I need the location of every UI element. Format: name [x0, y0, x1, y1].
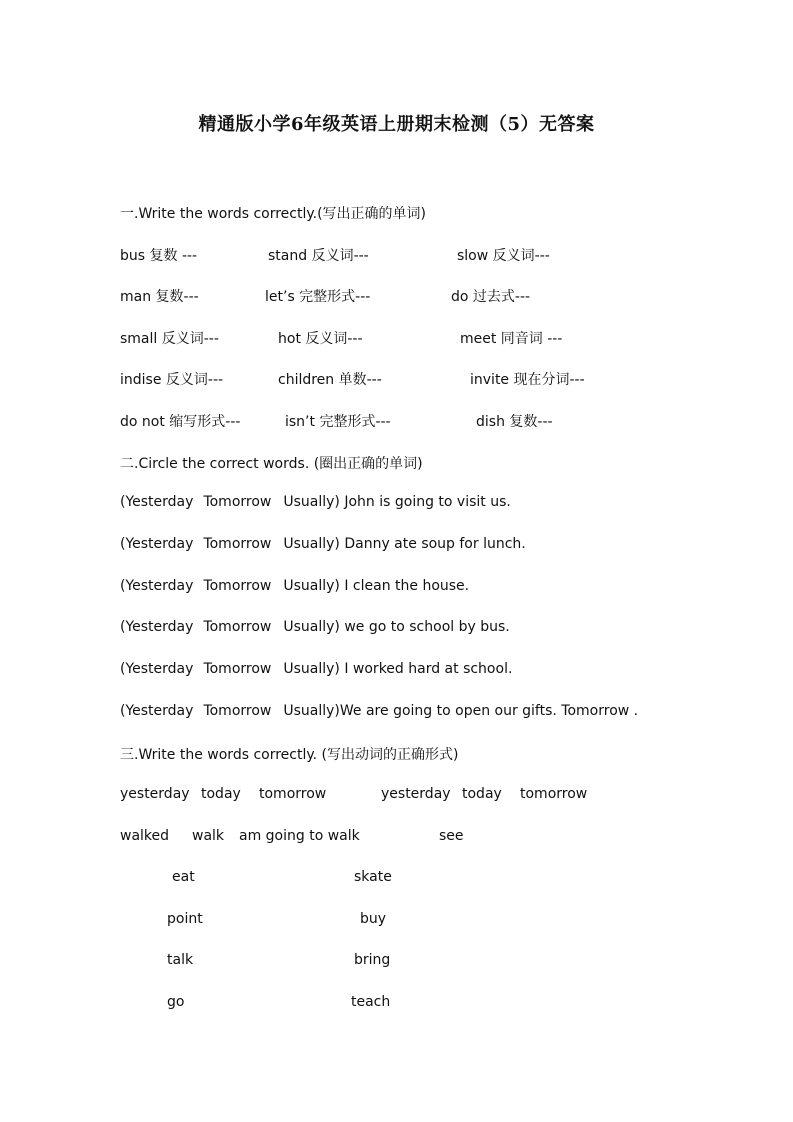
s1-r4-c2: dish 复数--- [476, 414, 553, 430]
s2-sentence [120, 661, 512, 677]
s2-sentence [120, 536, 526, 552]
option-tomorrow[interactable]: Tomorrow [203, 619, 272, 635]
s2-sentence [120, 578, 469, 594]
s1-r1-c1: let’s 完整形式--- [265, 289, 371, 305]
section2-heading: 二.Circle the correct words. (圈出正确的单词) [120, 456, 423, 472]
option-tomorrow[interactable]: Tomorrow [203, 494, 272, 510]
s2-sentence [120, 494, 511, 510]
verb-word: bring [354, 952, 391, 968]
example-present: walk [192, 828, 225, 844]
s2-sentence [120, 703, 638, 719]
s1-r3-c0: indise 反义词--- [120, 372, 224, 388]
option-tomorrow[interactable]: Tomorrow [203, 703, 272, 719]
option-tomorrow[interactable]: Tomorrow [203, 578, 272, 594]
option-yesterday[interactable]: (Yesterday [120, 619, 194, 635]
option-usually[interactable]: Usually) [283, 703, 340, 719]
verb-word: eat [172, 869, 195, 885]
verb-word: teach [351, 994, 391, 1010]
option-usually[interactable]: Usually) [283, 619, 340, 635]
s1-r2-c0: small 反义词--- [120, 331, 219, 347]
option-tomorrow[interactable]: Tomorrow [203, 661, 272, 677]
s1-r2-c2: meet 同音词 --- [460, 331, 563, 347]
col-header-tomorrow: tomorrow [520, 786, 588, 802]
option-usually[interactable]: Usually) [283, 578, 340, 594]
s1-r4-c1: isn’t 完整形式--- [285, 414, 391, 430]
col-header-today: today [462, 786, 502, 802]
col-header-tomorrow: tomorrow [259, 786, 327, 802]
option-yesterday[interactable]: (Yesterday [120, 661, 194, 677]
option-tomorrow[interactable]: Tomorrow [203, 536, 272, 552]
verb-word: talk [167, 952, 194, 968]
verb-word: skate [354, 869, 392, 885]
s1-r1-c2: do 过去式--- [451, 289, 531, 305]
s1-r2-c1: hot 反义词--- [278, 331, 363, 347]
s1-r0-c0: bus 复数 --- [120, 248, 198, 264]
option-usually[interactable]: Usually) [283, 536, 340, 552]
s2-sentence [120, 619, 510, 635]
section3-heading: 三.Write the words correctly. (写出动词的正确形式) [120, 747, 459, 763]
option-yesterday[interactable]: (Yesterday [120, 536, 194, 552]
col-header-yesterday: yesterday [120, 786, 190, 802]
option-usually[interactable]: Usually) [283, 661, 340, 677]
option-yesterday[interactable]: (Yesterday [120, 703, 194, 719]
s1-r4-c0: do not 缩写形式--- [120, 414, 241, 430]
verb-word: see [439, 828, 464, 844]
verb-word: buy [360, 911, 387, 927]
sentence-text: I worked hard at school. [339, 661, 513, 677]
col-header-yesterday: yesterday [381, 786, 451, 802]
sentence-text: Danny ate soup for lunch. [339, 536, 526, 552]
example-future: am going to walk [239, 828, 360, 844]
sentence-text: I clean the house. [339, 578, 470, 594]
option-yesterday[interactable]: (Yesterday [120, 494, 194, 510]
s1-r3-c2: invite 现在分词--- [470, 372, 585, 388]
s1-r3-c1: children 单数--- [278, 372, 382, 388]
option-yesterday[interactable]: (Yesterday [120, 578, 194, 594]
verb-word: point [167, 911, 203, 927]
s1-r1-c0: man 复数--- [120, 289, 199, 305]
example-past: walked [120, 828, 170, 844]
verb-word: go [167, 994, 185, 1010]
sentence-text: We are going to open our gifts. Tomorrow . [339, 703, 639, 719]
option-usually[interactable]: Usually) [283, 494, 340, 510]
sentence-text: we go to school by bus. [339, 619, 510, 635]
s1-r0-c1: stand 反义词--- [268, 248, 369, 264]
s1-r0-c2: slow 反义词--- [457, 248, 550, 264]
page-title: 精通版小学6年级英语上册期末检测（5）无答案 [198, 114, 595, 135]
col-header-today: today [201, 786, 241, 802]
section1-heading: 一.Write the words correctly.(写出正确的单词) [120, 206, 427, 222]
sentence-text: John is going to visit us. [339, 494, 511, 510]
